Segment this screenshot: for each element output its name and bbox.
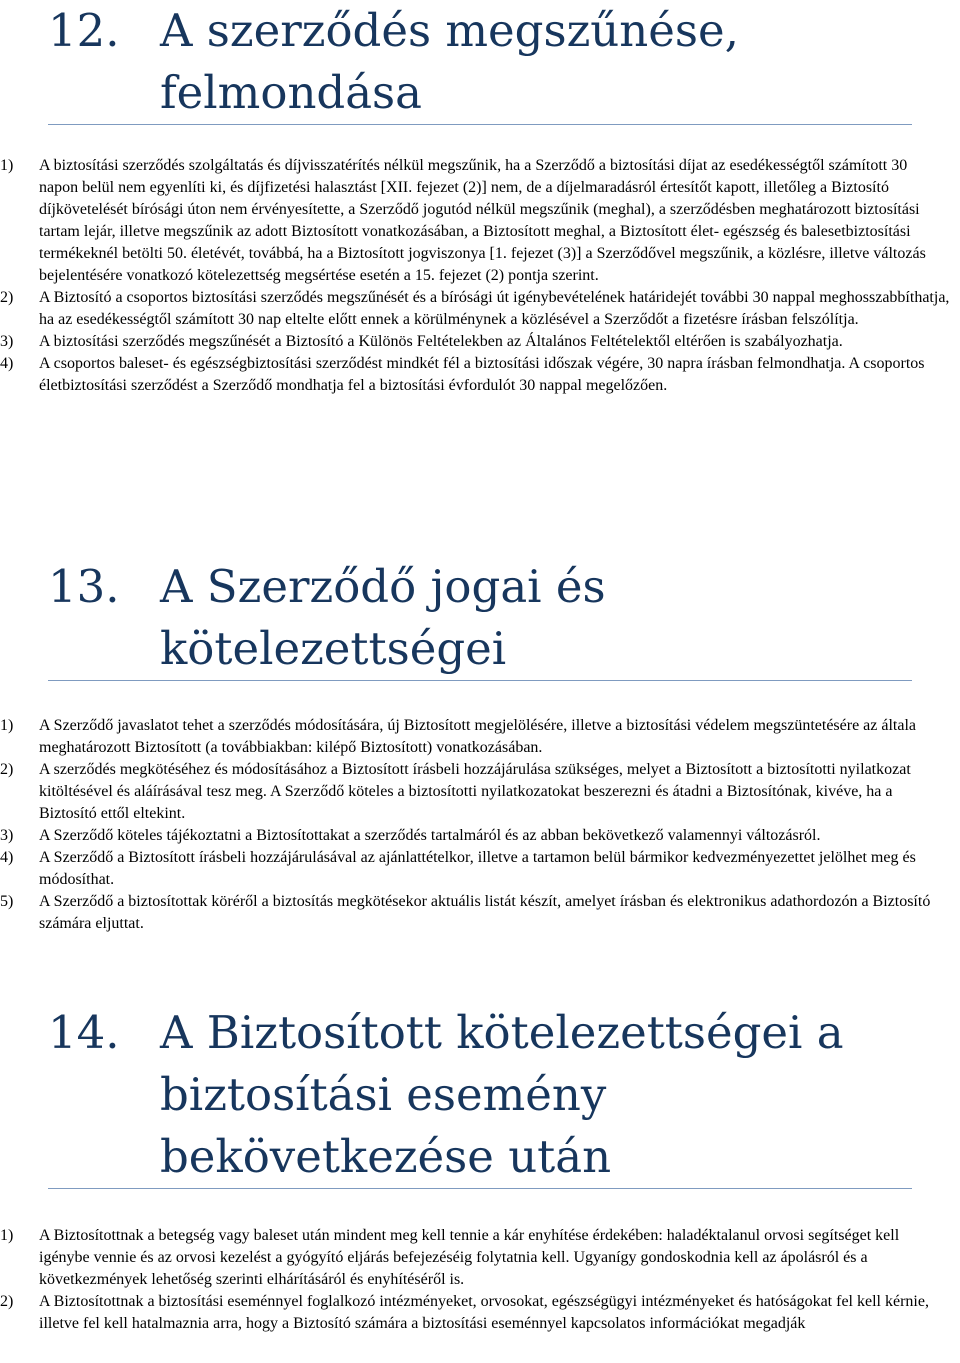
section-number: 13. (48, 560, 120, 613)
section-14 (0, 1002, 960, 1335)
section-12 (0, 0, 960, 397)
list-item-text: A biztosítási szerződés szolgáltatás és díjvisszatérítés nélkül megszűnik, ha a Szerződő a biztosítási díjat az esedékességtől számított 30 napon belül nem egyenlíti ki, és díjfizetési halasztást [XII. fejezet (2)] nem, de a díjelmaradásról értesítőt kapott, illetőleg a Biztosító díjkövetelését bírósági úton nem érvényesítette, a Szerződő jogutód nélkül megszűnik (meghal), a szerződésben meghatározott biztosítási tartam lejár, illetve megszűnik az adott Biztosított vonatkozásában, a Biztosított meghal, a Biztosított élet- egészség és balesetbiztosítási termékeknél betölti 50. életévét, továbbá, ha a Biztosított jogviszonya [1. fejezet (3)] a Szerződővel megszűnik, a közlésre, illetve változás bejelentésére vonatkozó kötelezettség megsértése esetén a 15. fejezet (2) pontja szerint. (39, 157, 926, 284)
list-item (0, 847, 960, 891)
list-item-text: A Szerződő köteles tájékoztatni a Biztosítottakat a szerződés tartalmáról és az abban bekövetkező valamennyi változásról. (39, 827, 821, 844)
list-item (0, 353, 960, 397)
section-heading (48, 1002, 912, 1189)
list-item (0, 715, 960, 759)
list-marker: 4) (0, 849, 14, 866)
section-number: 12. (48, 4, 120, 57)
list-marker: 1) (0, 157, 14, 174)
list-item-text: A szerződés megkötéséhez és módosításához a Biztosított írásbeli hozzájárulása szükséges, melyet a Biztosított a biztosítotti nyilatkozat kitöltésével és aláírásával tesz meg. A Szerződő köteles a biztosítotti nyilatkozatokat beszerezni és átadni a Biztosítónak, kivéve, ha a Biztosító ettől eltekint. (39, 761, 911, 822)
list-item-text: A Biztosító a csoportos biztosítási szerződés megszűnését és a bírósági út igénybevételének határidejét további 30 nappal meghosszabbíthatja, ha az esedékességtől számított 30 nap eltelte előtt ennek a körülménynek a közlésével a Szerződőt a fizetésre írásban felszólítja. (39, 289, 950, 328)
list-item (0, 331, 960, 353)
list-marker: 3) (0, 827, 14, 844)
list-marker: 5) (0, 893, 14, 910)
section-list (0, 1225, 960, 1335)
list-item-text: A csoportos baleset- és egészségbiztosítási szerződést mindkét fél a biztosítási időszak végére, 30 napra írásban felmondhatja. A csoportos életbiztosítási szerződést a Szerződő mondhatja fel a biztosítási évfordulót 30 nappal megelőzően. (39, 355, 925, 394)
list-item-text: A Szerződő a Biztosított írásbeli hozzájárulásával az ajánlattételkor, illetve a tartamon belül bármikor kedvezményezettet jelölhet meg és módosíthat. (39, 849, 916, 888)
section-number: 14. (48, 1006, 120, 1059)
section-title: A Biztosított kötelezettségei a biztosítási esemény bekövetkezése után (160, 1006, 844, 1183)
section-list (0, 715, 960, 935)
list-item-text: A Szerződő a biztosítottak köréről a biztosítás megkötésekor aktuális listát készít, amelyet írásban és elektronikus adathordozón a Biztosító számára eljuttat. (39, 893, 931, 932)
list-item (0, 1225, 960, 1291)
list-marker: 2) (0, 761, 14, 778)
section-title: A szerződés megszűnése, felmondása (160, 4, 739, 119)
section-title: A Szerződő jogai és kötelezettségei (160, 560, 606, 675)
list-item (0, 1291, 960, 1335)
list-marker: 1) (0, 1227, 14, 1244)
list-item (0, 825, 960, 847)
list-marker: 2) (0, 289, 14, 306)
list-item-text: A biztosítási szerződés megszűnését a Biztosító a Különös Feltételekben az Általános Feltételektől eltérően is szabályozhatja. (39, 333, 843, 350)
list-item (0, 155, 960, 287)
list-marker: 4) (0, 355, 14, 372)
list-marker: 1) (0, 717, 14, 734)
list-marker: 2) (0, 1293, 14, 1310)
list-item (0, 891, 960, 935)
section-heading (48, 556, 912, 681)
list-item-text: A Biztosítottnak a biztosítási eseménnyel foglalkozó intézményeket, orvosokat, egészségügyi intézményeket és hatóságokat fel kell kérnie, illetve fel kell hatalmaznia arra, hogy a Biztosító számára a biztosítási eseménnyel kapcsolatos információkat megadják (39, 1293, 929, 1332)
list-marker: 3) (0, 333, 14, 350)
list-item (0, 759, 960, 825)
section-heading (48, 0, 912, 125)
section-13 (0, 556, 960, 935)
list-item-text: A Szerződő javaslatot tehet a szerződés módosítására, új Biztosított megjelölésére, illetve a biztosítási védelem megszüntetésére az általa meghatározott Biztosított (a továbbiakban: kilépő Biztosított) vonatkozásában. (39, 717, 917, 756)
section-list (0, 155, 960, 397)
list-item (0, 287, 960, 331)
list-item-text: A Biztosítottnak a betegség vagy baleset után mindent meg kell tennie a kár enyhítése érdekében: haladéktalanul orvosi segítséget kell igénybe vennie és az orvosi kezelést a gyógyító eljárás befejezéséig folytatnia kell. Ugyanígy gondoskodnia kell az ápolásról és a következmények lehetőség szerinti elhárításáról és enyhítéséről is. (39, 1227, 900, 1288)
